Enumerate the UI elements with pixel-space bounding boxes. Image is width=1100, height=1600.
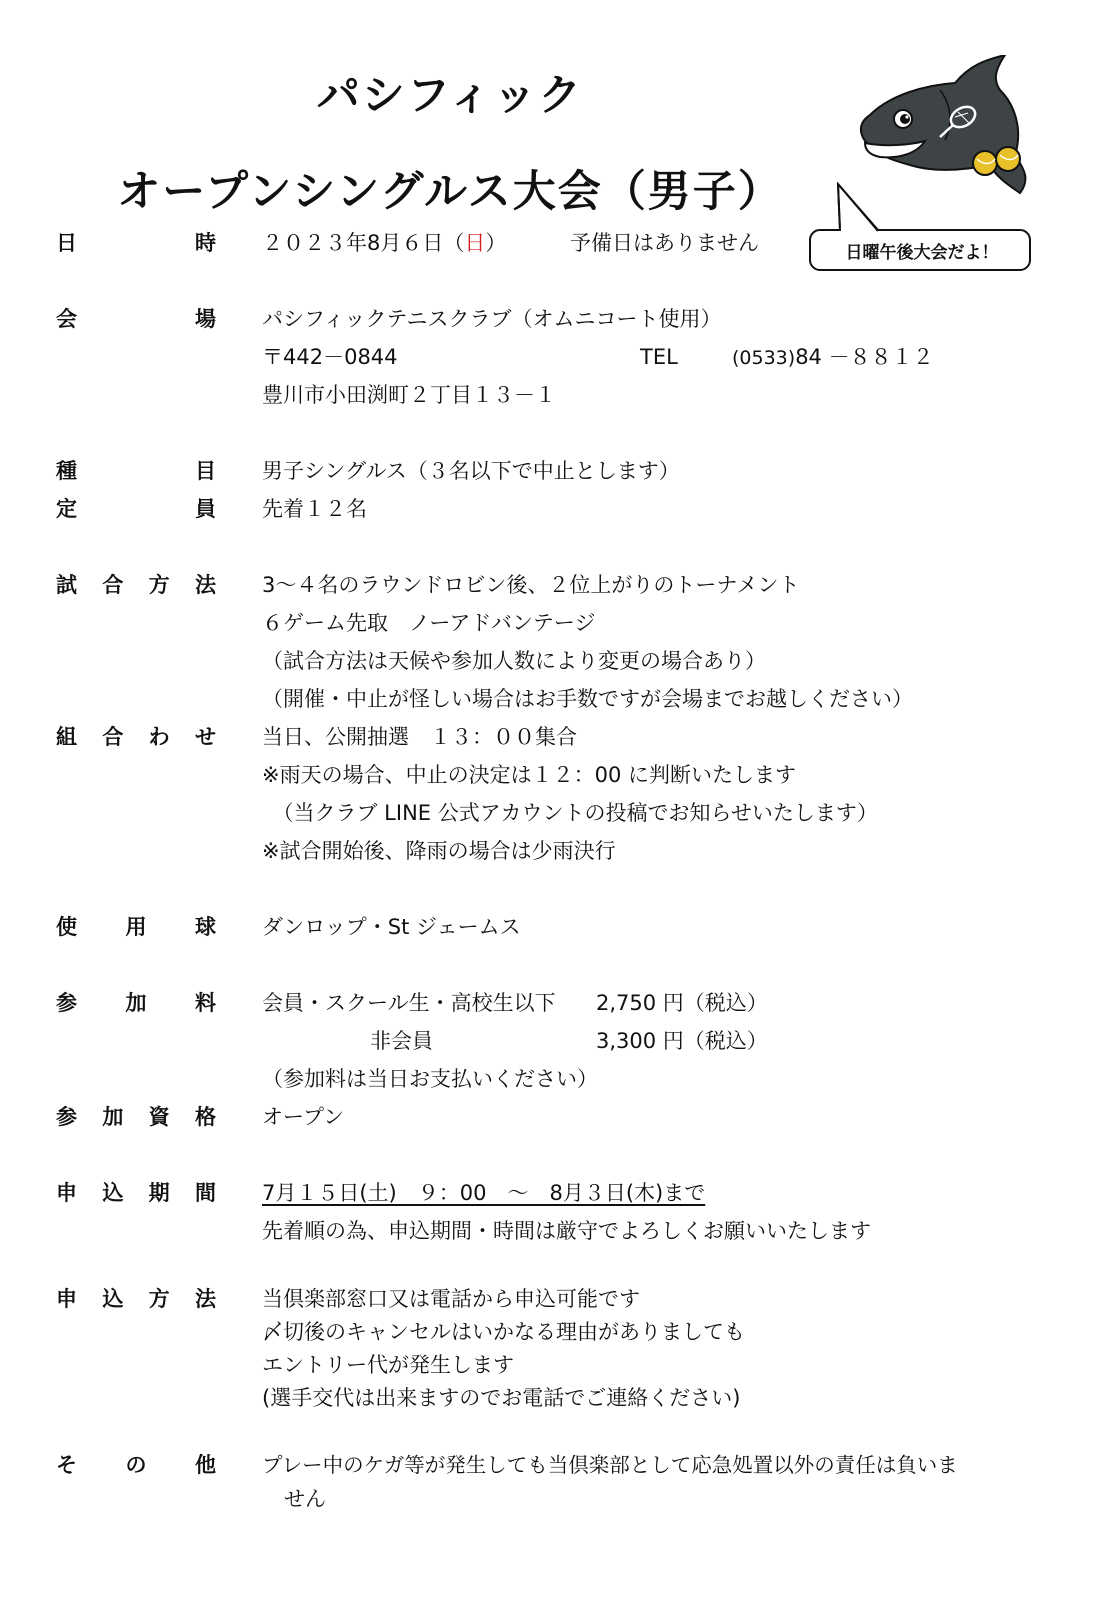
- capacity-text: 先着１２名: [262, 497, 367, 521]
- datetime-date: ２０２３年8月６日（日）: [262, 231, 507, 255]
- other-line-1: プレー中のケガ等が発生しても当倶楽部として応急処置以外の責任は負いま: [262, 1453, 958, 1477]
- venue-address: 豊川市小田渕町２丁目１３－１: [262, 383, 556, 407]
- venue-postal: 〒442－0844: [262, 345, 398, 369]
- period-note: 先着順の為、申込期間・時間は厳守でよろしくお願いいたします: [262, 1219, 871, 1243]
- label-capacity: 定 員: [56, 497, 216, 521]
- event-text: 男子シングルス（３名以下で中止とします）: [262, 459, 680, 483]
- dolphin-mascot-icon: [855, 55, 1045, 195]
- label-other: そ の 他: [56, 1453, 216, 1477]
- format-line: 3～４名のラウンドロビン後、２位上がりのトーナメント: [262, 573, 800, 597]
- format-line: ６ゲーム先取 ノーアドバンテージ: [262, 611, 596, 635]
- method-line: エントリー代が発生します: [262, 1353, 514, 1377]
- method-line: 当倶楽部窓口又は電話から申込可能です: [262, 1287, 640, 1311]
- method-line: 〆切後のキャンセルはいかなる理由がありましても: [262, 1320, 745, 1344]
- draw-line: ※雨天の場合、中止の決定は１２：00 に判断いたします: [262, 763, 796, 787]
- label-datetime: 日 時: [56, 231, 216, 255]
- label-period: 申 込 期 間: [56, 1181, 216, 1205]
- fee-member-label: 会員・スクール生・高校生以下: [262, 991, 556, 1015]
- draw-line: ※試合開始後、降雨の場合は少雨決行: [262, 839, 616, 863]
- fee-nonmember-label: 非会員: [370, 1029, 433, 1053]
- other-line-2: せん: [284, 1487, 326, 1511]
- period-range: 7月１５日(土) ９：00 ～ 8月３日(木)まで: [262, 1181, 706, 1205]
- title-line-2: オープンシングルス大会（男子）: [117, 167, 783, 217]
- ball-text: ダンロップ・St ジェームス: [262, 915, 521, 939]
- draw-line: 当日、公開抽選 １３：００集合: [262, 725, 577, 749]
- speech-bubble-text: 日曜午後大会だよ！: [845, 243, 999, 263]
- method-line: (選手交代は出来ますのでお電話でご連絡ください): [262, 1386, 741, 1410]
- format-line: （試合方法は天候や参加人数により変更の場合あり）: [262, 649, 766, 673]
- fee-nonmember-price: 3,300 円（税込）: [596, 1029, 768, 1053]
- label-fee: 参 加 料: [56, 991, 216, 1015]
- draw-line: （当クラブ LINE 公式アカウントの投稿でお知らせいたします）: [262, 801, 878, 825]
- format-line: （開催・中止が怪しい場合はお手数ですが会場までお越しください）: [262, 687, 913, 711]
- datetime-note: 予備日はありません: [570, 231, 759, 255]
- title-line-1: パシフィック: [316, 71, 584, 121]
- fee-note: （参加料は当日お支払いください）: [262, 1067, 598, 1091]
- label-draw: 組 合 わ せ: [56, 725, 216, 749]
- label-event: 種 目: [56, 459, 216, 483]
- speech-bubble-shape: [808, 182, 1058, 282]
- label-eligibility: 参 加 資 格: [56, 1105, 216, 1129]
- label-method: 申 込 方 法: [56, 1287, 216, 1311]
- label-ball: 使 用 球: [56, 915, 216, 939]
- eligibility-text: オープン: [262, 1105, 345, 1129]
- venue-tel-label: TEL: [640, 345, 678, 369]
- venue-tel-number: (0533)84 －８８１２: [732, 345, 934, 369]
- date-day-of-week: 日: [464, 231, 486, 255]
- label-format: 試 合 方 法: [56, 573, 216, 597]
- venue-name: パシフィックテニスクラブ（オムニコート使用）: [262, 307, 722, 331]
- label-venue: 会 場: [56, 307, 216, 331]
- fee-member-price: 2,750 円（税込）: [596, 991, 768, 1015]
